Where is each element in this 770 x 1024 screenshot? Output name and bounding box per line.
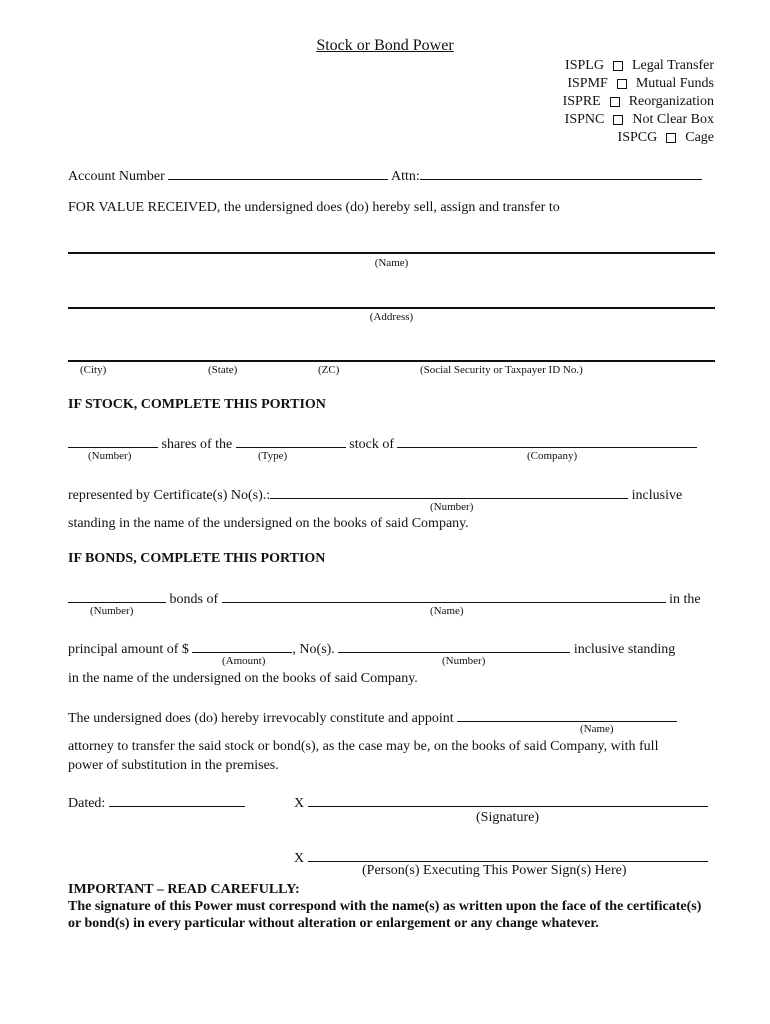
bonds-number-caption: (Number) [90,605,134,617]
city-caption: (City) [80,364,107,376]
principal-row [68,637,675,658]
cage-checkbox[interactable] [666,133,676,143]
value-received-text: FOR VALUE RECEIVED, the undersigned does (do) hereby sell, assign and transfer to [68,200,560,215]
stock-company-caption: (Company) [527,450,578,462]
legal-transfer-checkbox[interactable] [613,61,623,71]
bonds-standing-text: in the name of the undersigned on the books of said Company. [68,671,418,686]
code-label: ISPMF [567,76,608,91]
principal-amount-field[interactable] [192,637,292,653]
code-description: Legal Transfer [631,58,714,73]
principal-label: principal amount of $ [68,642,189,657]
bonds-name-caption: (Name) [430,605,464,617]
zc-caption: (ZC) [318,364,340,376]
account-row [68,164,702,185]
signature-row [294,791,708,812]
stock-of-label: stock of [349,437,394,452]
important-notice [68,881,708,932]
bonds-row [68,587,701,608]
mutual-funds-checkbox[interactable] [617,79,627,89]
in-the-label: in the [669,592,701,607]
address-line[interactable] [68,307,715,309]
reorganization-checkbox[interactable] [610,97,620,107]
certificate-number-field[interactable] [270,483,628,499]
stock-shares-row [68,432,697,453]
code-label: ISPLG [565,58,604,73]
attn-field[interactable] [420,164,702,180]
persons-caption: (Person(s) Executing This Power Sign(s) Here) [362,863,627,878]
code-row-ispre [563,93,714,111]
bonds-name-field[interactable] [222,587,666,603]
stock-type-caption: (Type) [258,450,288,462]
code-row-ispmf [563,75,714,93]
name-line[interactable] [68,252,715,254]
bond-numbers-caption: (Number) [442,655,486,667]
stock-type-field[interactable] [236,432,346,448]
signature-caption: (Signature) [476,810,539,825]
code-description: Cage [685,130,714,145]
persons-x-mark: X [294,851,305,866]
shares-of-the-label: shares of the [161,437,233,452]
dated-label: Dated: [68,796,106,811]
code-row-ispcg [563,129,714,147]
code-description: Not Clear Box [632,112,714,127]
certificate-row [68,483,682,504]
important-text: The signature of this Power must correspond with the name(s) as written upon the face of the certificate(s) or bond(s) in every particular without alteration or enlargement or any change whatever. [68,899,702,931]
amount-caption: (Amount) [222,655,266,667]
persons-signature-field[interactable] [308,846,708,862]
code-label: ISPRE [562,94,601,109]
document-title: Stock or Bond Power [316,37,454,54]
state-caption: (State) [208,364,238,376]
bonds-number-field[interactable] [68,587,166,603]
inclusive-standing-label: inclusive standing [573,642,676,657]
bonds-of-label: bonds of [169,592,219,607]
code-label: ISPCG [617,130,658,145]
bonds-section-heading: IF BONDS, COMPLETE THIS PORTION [68,551,326,566]
attorney-text-line2: power of substitution in the premises. [68,758,279,773]
stock-section-heading: IF STOCK, COMPLETE THIS PORTION [68,397,326,412]
signature-field[interactable] [308,791,708,807]
date-field[interactable] [109,791,245,807]
code-row-isplg [563,57,714,75]
attn-label: Attn: [391,169,420,184]
name-caption: (Name) [374,257,409,269]
not-clear-box-checkbox[interactable] [613,115,623,125]
represented-label: represented by Certificate(s) No(s).: [68,488,271,503]
bond-numbers-field[interactable] [338,637,570,653]
appoint-text: The undersigned does (do) hereby irrevocably constitute and appoint [68,711,454,726]
attorney-name-field[interactable] [457,706,677,722]
code-description: Reorganization [628,94,714,109]
address-caption: (Address) [369,311,414,323]
stock-number-caption: (Number) [88,450,132,462]
attorney-name-caption: (Name) [580,723,614,735]
code-description: Mutual Funds [635,76,714,91]
account-number-field[interactable] [168,164,388,180]
important-heading: IMPORTANT – READ CAREFULLY: [68,882,300,897]
ssn-caption: (Social Security or Taxpayer ID No.) [420,364,583,376]
code-row-ispnc [563,111,714,129]
account-number-label: Account Number [68,169,165,184]
transfer-type-list [563,57,714,147]
inclusive-label: inclusive [631,488,683,503]
code-label: ISPNC [564,112,605,127]
stock-company-field[interactable] [397,432,697,448]
city-state-line[interactable] [68,360,715,362]
nos-label: , No(s). [292,642,335,657]
stock-standing-text: standing in the name of the undersigned on the books of said Company. [68,516,469,531]
certificate-number-caption: (Number) [430,501,474,513]
attorney-text-line1: attorney to transfer the said stock or bond(s), as the case may be, on the books of said Company, with full [68,739,659,754]
stock-number-field[interactable] [68,432,158,448]
dated-row [68,791,245,812]
signature-x-mark: X [294,796,305,811]
